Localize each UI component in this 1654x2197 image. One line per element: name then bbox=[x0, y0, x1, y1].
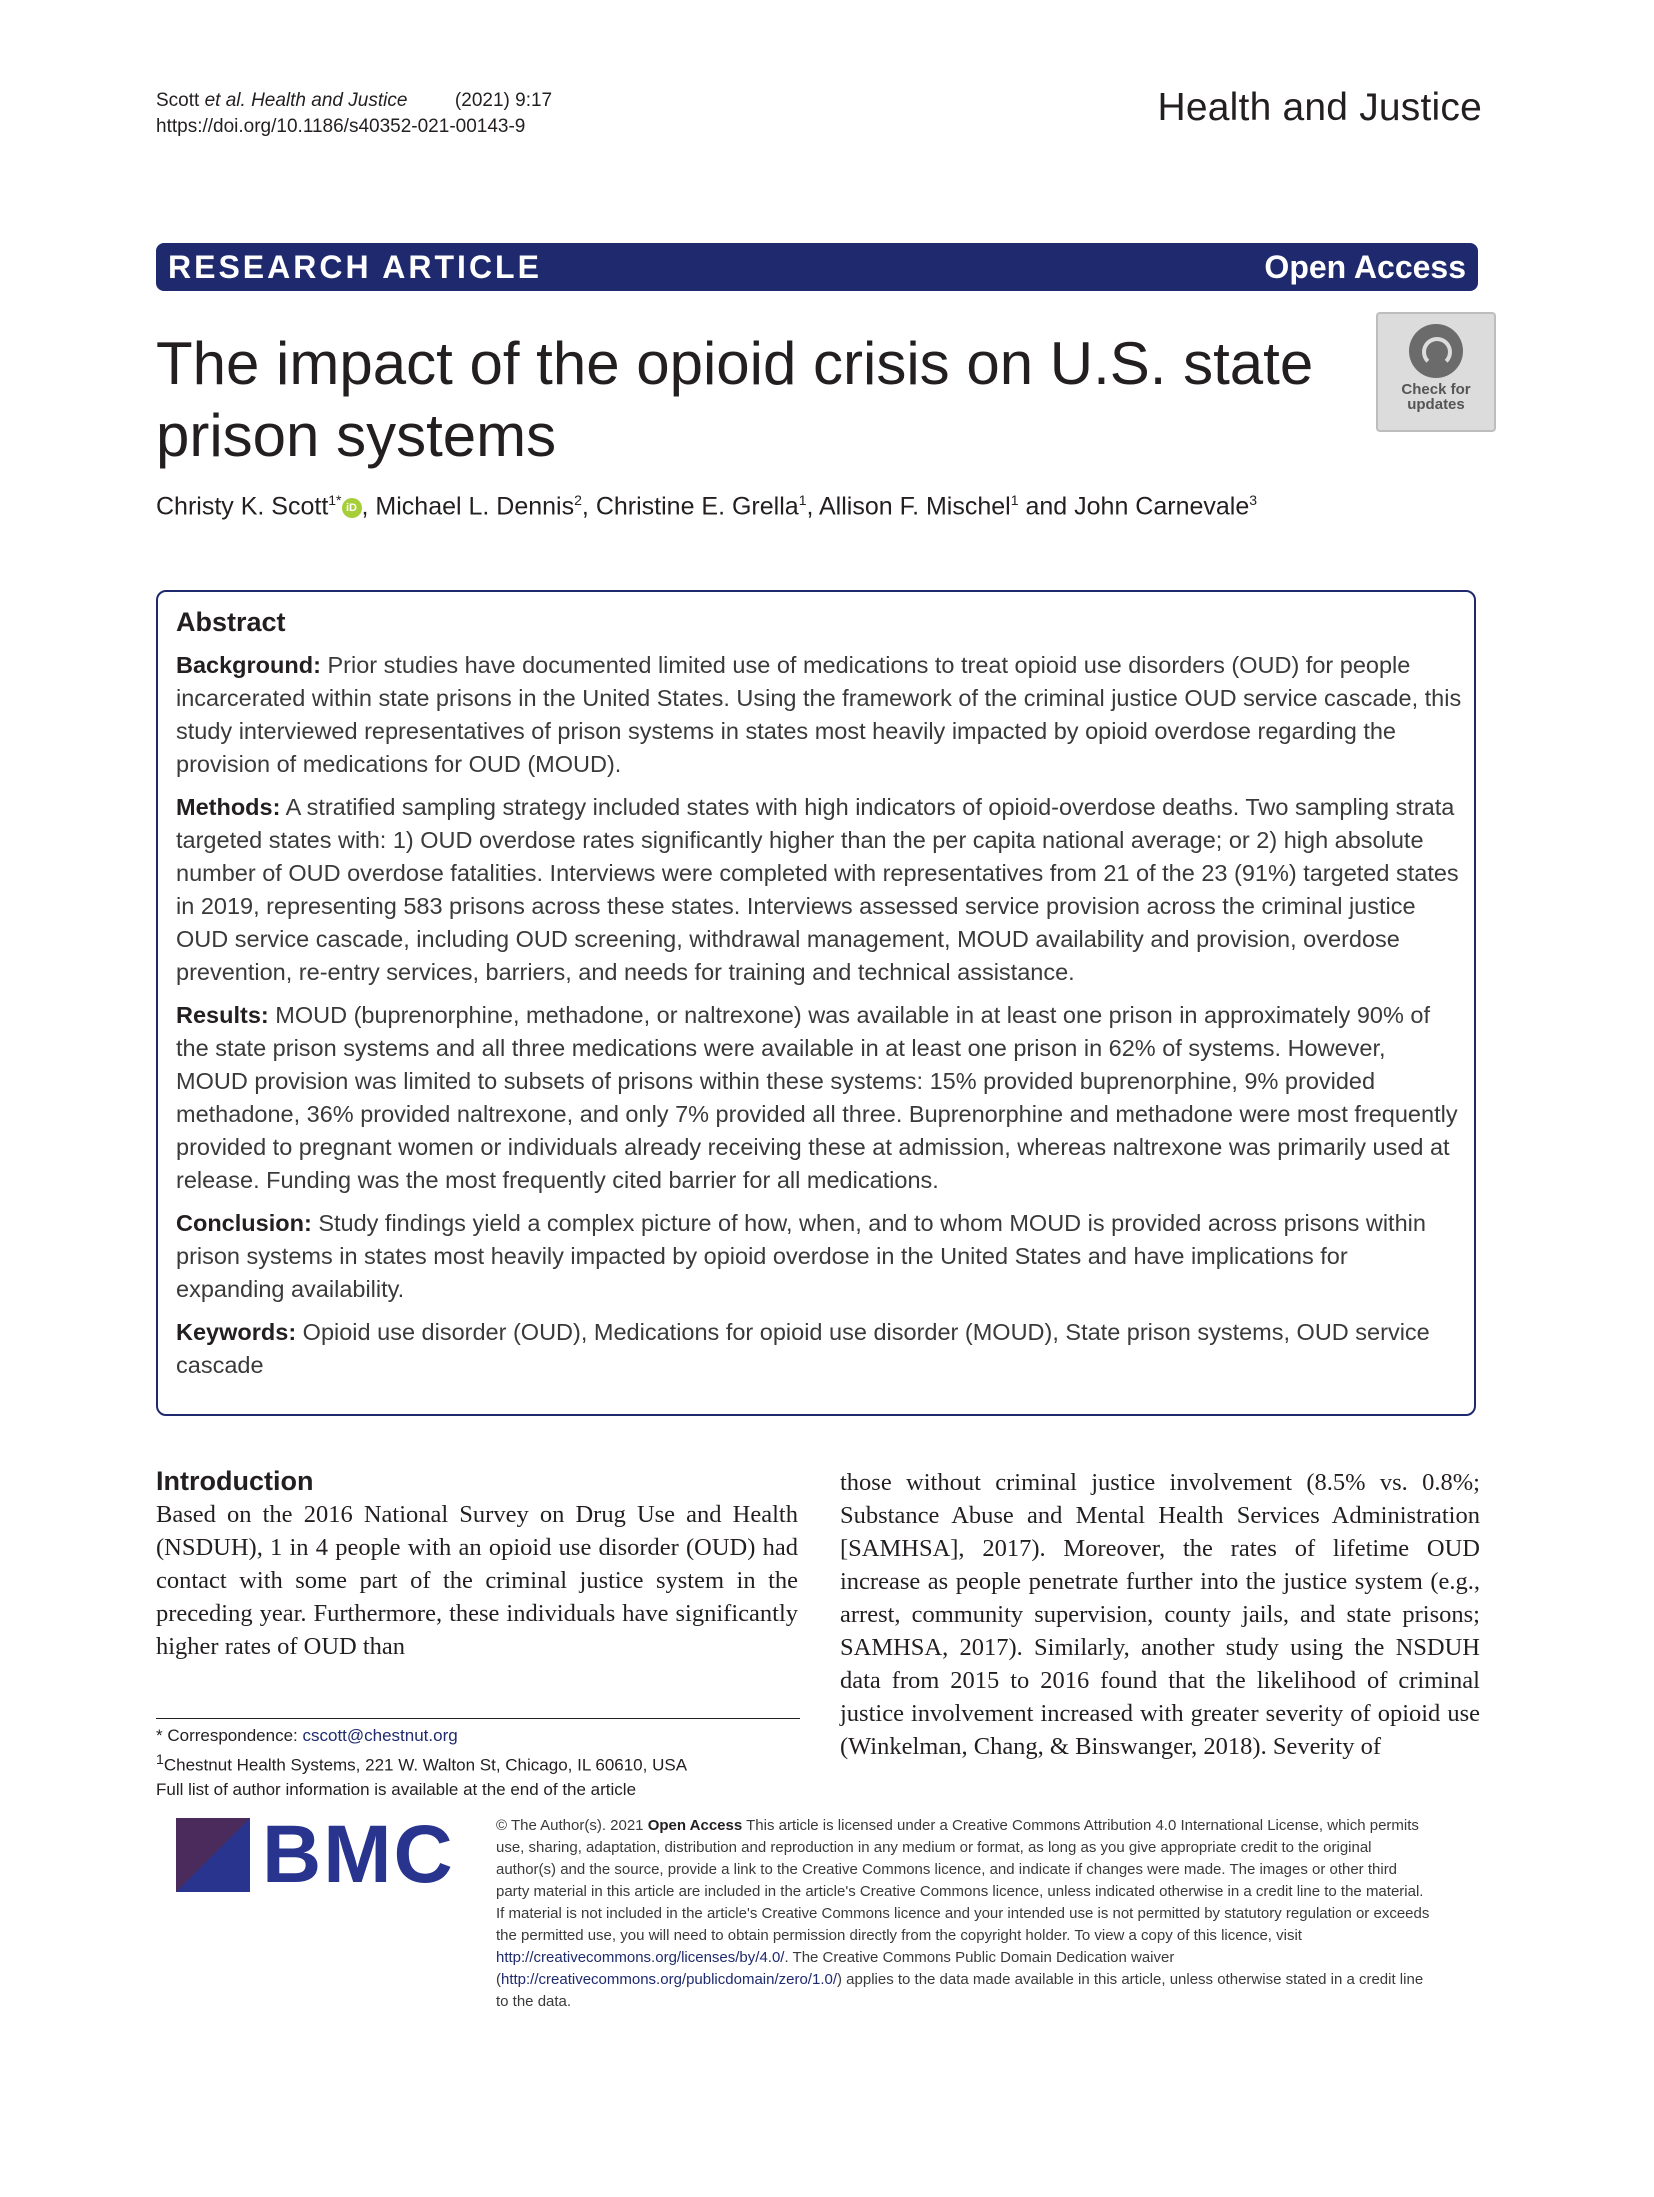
author-affiliation-sup: 2 bbox=[574, 492, 582, 508]
background-label: Background: bbox=[176, 652, 321, 678]
author-separator: , bbox=[806, 492, 819, 521]
author-name[interactable]: Christine E. Grella bbox=[595, 492, 799, 521]
affiliation-sup: 1 bbox=[156, 1752, 164, 1768]
bmc-logo bbox=[176, 1809, 460, 1904]
article-title: The impact of the opioid crisis on U.S. state prison systems bbox=[156, 330, 1314, 469]
doi-link[interactable]: https://doi.org/10.1186/s40352-021-00143-9 bbox=[156, 116, 526, 137]
correspondence-email[interactable]: cscott@chestnut.org bbox=[302, 1726, 458, 1745]
citation-journal: Health and Justice bbox=[251, 90, 408, 111]
copyright-text: © The Author(s). 2021 bbox=[496, 1817, 644, 1834]
license-url[interactable]: http://creativecommons.org/licenses/by/4.0/ bbox=[496, 1949, 785, 1966]
results-label: Results: bbox=[176, 1002, 269, 1028]
author-affiliation-sup: 3 bbox=[1249, 492, 1258, 508]
running-header bbox=[156, 88, 552, 140]
correspondence-label: * Correspondence: bbox=[156, 1726, 303, 1745]
author-name[interactable]: John Carnevale bbox=[1074, 492, 1250, 521]
footnote bbox=[156, 1724, 687, 1802]
author-info-note: Full list of author information is available at the end of the article bbox=[156, 1779, 637, 1799]
check-updates-line1: Check for bbox=[1401, 381, 1471, 398]
author-affiliation-sup: 1* bbox=[328, 492, 342, 508]
keywords-text: Opioid use disorder (OUD), Medications for opioid use disorder (MOUD), State prison systems, OUD service cascade bbox=[176, 1319, 1430, 1378]
body-column-left: Based on the 2016 National Survey on Drug Use and Health (NSDUH), 1 in 4 people with an opioid use disorder (OUD) had contact with some part of the criminal justice system in the preceding year. Furthermore, these individuals have significantly higher rates of OUD than bbox=[156, 1501, 798, 1660]
open-access-label: Open Access bbox=[1264, 249, 1466, 285]
citation-etal: et al. bbox=[204, 90, 246, 111]
conclusion-label: Conclusion: bbox=[176, 1210, 312, 1236]
article-type-banner bbox=[156, 243, 1478, 291]
methods-label: Methods: bbox=[176, 794, 281, 820]
methods-text: A stratified sampling strategy included states with high indicators of opioid-overdose deaths. Two sampling strata targeted states with: 1) OUD overdose rates significantly higher than the per capita national average; or 2) high absolute number of OUD overdose fatalities. Interviews were completed with representatives from 21 of the 23 (91%) targeted states in 2019, representing 583 prisons across these states. Interviews assessed service provision across the criminal justice OUD service cascade, including OUD screening, withdrawal management, MOUD availability and provision, overdose prevention, re-entry services, barriers, and needs for training and technical assistance. bbox=[176, 794, 1459, 985]
check-updates-line2: updates bbox=[1407, 396, 1465, 413]
abstract-box bbox=[156, 590, 1476, 1416]
author-and: and bbox=[1018, 492, 1075, 521]
abstract-heading: Abstract bbox=[176, 607, 286, 637]
article-type: RESEARCH ARTICLE bbox=[168, 249, 542, 285]
author-list bbox=[156, 492, 1257, 521]
author-affiliation-sup: 1 bbox=[1010, 492, 1019, 508]
author-separator: , bbox=[581, 492, 596, 521]
affiliation-text: Chestnut Health Systems, 221 W. Walton St, Chicago, IL 60610, USA bbox=[163, 1755, 688, 1775]
keywords-label: Keywords: bbox=[176, 1319, 297, 1345]
bmc-logo-triangle bbox=[176, 1818, 250, 1892]
license-statement bbox=[496, 1815, 1434, 2013]
author-separator: , bbox=[361, 492, 376, 521]
abstract-methods bbox=[176, 791, 1462, 989]
license-text-3: ) applies to the data made available in this article, unless otherwise stated in a credit line to the data. bbox=[496, 1971, 1424, 2010]
citation-authors: Scott bbox=[156, 90, 200, 111]
license-open-access: Open Access bbox=[647, 1817, 743, 1834]
author-name[interactable]: Christy K. Scott bbox=[156, 492, 329, 521]
orcid-icon[interactable]: iD bbox=[342, 498, 362, 518]
introduction-heading: Introduction bbox=[156, 1466, 314, 1496]
author-affiliation-sup: 1 bbox=[798, 492, 807, 508]
body-column-right: those without criminal justice involvement (8.5% vs. 0.8%; Substance Abuse and Mental Health Services Administration [SAMHSA], 2017). Moreover, the rates of lifetime OUD increase as people penetrate further into the justice system (e.g., arrest, community supervision, county jails, and state prisons; SAMHSA, 2017). Similarly, another study using the NSDUH data from 2015 to 2016 found that the likelihood of criminal justice involvement increased with greater severity of opioid use (Winkelman, Chang, & Binswanger, 2018). Severity of bbox=[840, 1469, 1480, 1760]
abstract-results bbox=[176, 999, 1462, 1197]
check-for-updates-badge[interactable] bbox=[1376, 312, 1496, 432]
abstract-background bbox=[176, 649, 1462, 781]
author-name[interactable]: Allison F. Mischel bbox=[819, 492, 1011, 521]
crossmark-icon bbox=[1409, 324, 1463, 378]
license-text-2: . The Creative Commons Public Domain Dedication waiver ( bbox=[496, 1949, 1175, 1988]
citation-year-volume: (2021) 9:17 bbox=[454, 90, 553, 111]
abstract-conclusion bbox=[176, 1207, 1462, 1306]
results-text: MOUD (buprenorphine, methadone, or naltrexone) was available in at least one prison in approximately 90% of the state prison systems and all three medications were available in at least one prison in 62% of systems. However, MOUD provision was limited to subsets of prisons within these systems: 15% provided buprenorphine, 9% provided methadone, 36% provided naltrexone, and only 7% provided all three. Buprenorphine and methadone were most frequently provided to pregnant women or individuals already receiving these at admission, whereas naltrexone was primarily used at release. Funding was the most frequently cited barrier for all medications. bbox=[176, 1002, 1458, 1193]
bmc-logo-text: BMC bbox=[262, 1809, 455, 1900]
journal-name: Health and Justice bbox=[1157, 86, 1482, 129]
author-name[interactable]: Michael L. Dennis bbox=[375, 492, 575, 521]
license-text: This article is licensed under a Creative Commons Attribution 4.0 International License, which permits use, sharing, adaptation, distribution and reproduction in any medium or format, as long as you give appropriate credit to the original author(s) and the source, provide a link to the Creative Commons licence, and indicate if changes were made. The images or other third party material in this article are included in the article's Creative Commons licence, unless indicated otherwise in a credit line to the material. If material is not included in the article's Creative Commons licence and your intended use is not permitted by statutory regulation or exceeds the permitted use, you will need to obtain permission directly from the copyright holder. To view a copy of this licence, visit bbox=[496, 1817, 1430, 1944]
abstract-keywords bbox=[176, 1316, 1462, 1382]
public-domain-url[interactable]: http://creativecommons.org/publicdomain/zero/1.0/ bbox=[501, 1971, 837, 1988]
conclusion-text: Study findings yield a complex picture of how, when, and to whom MOUD is provided across prisons within prison systems in states most heavily impacted by opioid overdose in the United States and have implications for expanding availability. bbox=[176, 1210, 1426, 1302]
footnote-divider bbox=[156, 1718, 800, 1719]
background-text: Prior studies have documented limited use of medications to treat opioid use disorders (OUD) for people incarcerated within state prisons in the United States. Using the framework of the criminal justice OUD service cascade, this study interviewed representatives of prison systems in states most heavily impacted by opioid overdose regarding the provision of medications for OUD (MOUD). bbox=[176, 652, 1462, 777]
